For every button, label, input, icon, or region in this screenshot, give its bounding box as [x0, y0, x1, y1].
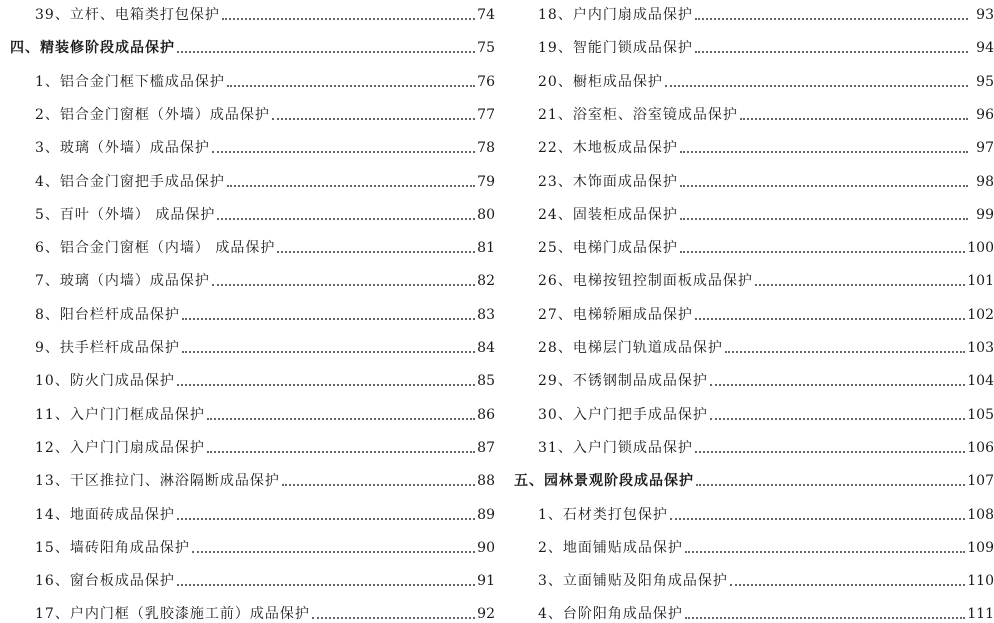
- toc-entry-title: 26、电梯按钮控制面板成品保护: [538, 273, 753, 290]
- toc-entry[interactable]: [0, 102, 495, 124]
- toc-entry-title: 3、玻璃（外墙）成品保护: [35, 140, 210, 157]
- dot-leader: [227, 75, 475, 87]
- toc-entry[interactable]: [0, 135, 495, 157]
- dot-leader: [680, 241, 965, 253]
- toc-page-number: 85: [477, 373, 495, 390]
- dot-leader: [282, 474, 475, 486]
- toc-entry[interactable]: [0, 2, 495, 24]
- toc-entry-title: 8、阳台栏杆成品保护: [35, 306, 180, 323]
- toc-right-column: [512, 0, 994, 623]
- dot-leader: [685, 607, 965, 619]
- toc-page-number: 78: [477, 140, 495, 157]
- toc-page-number: 89: [477, 506, 495, 523]
- dot-leader: [680, 175, 968, 187]
- dot-leader: [217, 208, 475, 220]
- dot-leader: [670, 508, 965, 520]
- toc-page-number: 102: [967, 306, 994, 323]
- toc-page-number: 96: [976, 106, 994, 123]
- toc-page-number: 76: [477, 73, 495, 90]
- toc-page-number: 108: [967, 506, 994, 523]
- dot-leader: [740, 108, 968, 120]
- toc-entry-title: 四、精装修阶段成品保护: [10, 40, 175, 57]
- toc-entry[interactable]: [0, 468, 495, 490]
- toc-entry[interactable]: [512, 135, 994, 157]
- toc-page-number: 95: [976, 73, 994, 90]
- dot-leader: [222, 8, 475, 20]
- dot-leader: [725, 341, 965, 353]
- toc-page-number: 77: [477, 106, 495, 123]
- toc-section-heading[interactable]: [0, 35, 495, 57]
- toc-page-number: 98: [976, 173, 994, 190]
- toc-entry-title: 4、台阶阳角成品保护: [538, 606, 683, 623]
- toc-entry[interactable]: [0, 69, 495, 91]
- dot-leader: [207, 441, 475, 453]
- toc-page-number: 82: [477, 273, 495, 290]
- dot-leader: [755, 274, 965, 286]
- toc-page-number: 81: [477, 240, 495, 257]
- toc-entry[interactable]: [512, 535, 994, 557]
- toc-entry-title: 23、木饰面成品保护: [538, 173, 678, 190]
- dot-leader: [177, 374, 475, 386]
- toc-page-number: 91: [477, 573, 495, 590]
- toc-entry[interactable]: [0, 568, 495, 590]
- toc-page-number: 110: [967, 573, 994, 590]
- dot-leader: [182, 341, 475, 353]
- dot-leader: [212, 141, 475, 153]
- toc-page-number: 100: [967, 240, 994, 257]
- toc-entry-title: 4、铝合金门窗把手成品保护: [35, 173, 225, 190]
- toc-entry-title: 5、百叶（外墙） 成品保护: [35, 206, 216, 223]
- dot-leader: [177, 41, 475, 53]
- dot-leader: [212, 274, 475, 286]
- toc-entry-title: 12、入户门门扇成品保护: [35, 439, 205, 456]
- dot-leader: [182, 308, 475, 320]
- toc-entry-title: 7、玻璃（内墙）成品保护: [35, 273, 210, 290]
- toc-page-number: 97: [976, 140, 994, 157]
- toc-entry-title: 16、窗台板成品保护: [35, 573, 175, 590]
- dot-leader: [227, 175, 475, 187]
- dot-leader: [695, 8, 968, 20]
- dot-leader: [272, 108, 475, 120]
- dot-leader: [312, 607, 475, 619]
- dot-leader: [695, 441, 965, 453]
- toc-entry[interactable]: [512, 335, 994, 357]
- toc-entry[interactable]: [512, 368, 994, 390]
- toc-entry[interactable]: [512, 568, 994, 590]
- toc-entry-title: 6、铝合金门窗框（内墙） 成品保护: [35, 240, 276, 257]
- toc-entry[interactable]: [0, 601, 495, 623]
- toc-page-number: 74: [477, 7, 495, 23]
- toc-entry[interactable]: [512, 202, 994, 224]
- toc-page-number: 107: [967, 473, 994, 490]
- toc-page-number: 103: [967, 340, 994, 356]
- toc-page-number: 83: [477, 306, 495, 323]
- toc-entry[interactable]: [0, 169, 495, 191]
- toc-entry-title: 39、立杆、电箱类打包保护: [35, 7, 220, 23]
- toc-entry[interactable]: [512, 601, 994, 623]
- dot-leader: [680, 208, 968, 220]
- toc-page-number: 106: [967, 439, 994, 456]
- toc-entry-title: 30、入户门把手成品保护: [538, 406, 708, 423]
- dot-leader: [177, 574, 475, 586]
- toc-entry[interactable]: [512, 35, 994, 57]
- toc-entry-title: 15、墙砖阳角成品保护: [35, 539, 190, 556]
- toc-page-number: 75: [477, 40, 495, 57]
- toc-entry-title: 11、入户门门框成品保护: [35, 406, 205, 423]
- toc-entry-title: 14、地面砖成品保护: [35, 506, 175, 523]
- toc-entry-title: 24、固装柜成品保护: [538, 206, 678, 223]
- dot-leader: [710, 374, 965, 386]
- toc-page-number: 99: [976, 206, 994, 223]
- toc-entry[interactable]: [512, 302, 994, 324]
- toc-page-number: 84: [477, 340, 495, 356]
- dot-leader: [277, 241, 475, 253]
- toc-entry-title: 18、户内门扇成品保护: [538, 7, 693, 23]
- toc-entry-title: 31、入户门锁成品保护: [538, 439, 693, 456]
- toc-entry-title: 21、浴室柜、浴室镜成品保护: [538, 106, 738, 123]
- toc-entry-title: 20、橱柜成品保护: [538, 73, 663, 90]
- toc-page-number: 88: [477, 473, 495, 490]
- toc-page-number: 93: [976, 7, 994, 23]
- toc-entry[interactable]: [0, 302, 495, 324]
- dot-leader: [177, 508, 475, 520]
- toc-entry-title: 17、户内门框（乳胶漆施工前）成品保护: [35, 606, 310, 623]
- toc-entry[interactable]: [0, 402, 495, 424]
- dot-leader: [665, 75, 968, 87]
- toc-page-number: 104: [967, 373, 994, 390]
- toc-entry-title: 2、地面铺贴成品保护: [538, 539, 683, 556]
- toc-entry[interactable]: [512, 235, 994, 257]
- toc-entry[interactable]: [512, 2, 994, 24]
- toc-entry[interactable]: [0, 235, 495, 257]
- toc-entry-title: 22、木地板成品保护: [538, 140, 678, 157]
- toc-page-number: 92: [477, 606, 495, 623]
- toc-entry-title: 9、扶手栏杆成品保护: [35, 340, 180, 356]
- toc-entry-title: 1、铝合金门框下槛成品保护: [35, 73, 225, 90]
- toc-entry-title: 29、不锈钢制品成品保护: [538, 373, 708, 390]
- toc-entry[interactable]: [512, 435, 994, 457]
- toc-entry-title: 13、干区推拉门、淋浴隔断成品保护: [35, 473, 280, 490]
- toc-entry[interactable]: [0, 335, 495, 357]
- toc-page-number: 86: [477, 406, 495, 423]
- toc-entry-title: 2、铝合金门窗框（外墙）成品保护: [35, 106, 270, 123]
- toc-entry[interactable]: [512, 402, 994, 424]
- toc-page-number: 80: [477, 206, 495, 223]
- dot-leader: [685, 541, 965, 553]
- dot-leader: [207, 408, 475, 420]
- dot-leader: [695, 41, 968, 53]
- dot-leader: [730, 574, 965, 586]
- toc-page-number: 105: [967, 406, 994, 423]
- toc-entry-title: 19、智能门锁成品保护: [538, 40, 693, 57]
- toc-entry[interactable]: [512, 169, 994, 191]
- toc-entry[interactable]: [512, 102, 994, 124]
- toc-entry-title: 10、防火门成品保护: [35, 373, 175, 390]
- toc-entry[interactable]: [0, 368, 495, 390]
- toc-entry[interactable]: [0, 535, 495, 557]
- toc-entry[interactable]: [512, 268, 994, 290]
- toc-entry[interactable]: [0, 502, 495, 524]
- toc-entry-title: 3、立面铺贴及阳角成品保护: [538, 573, 728, 590]
- toc-entry[interactable]: [0, 268, 495, 290]
- toc-page-number: 111: [967, 606, 994, 623]
- toc-page-number: 101: [967, 273, 994, 290]
- dot-leader: [710, 408, 965, 420]
- toc-entry-title: 1、石材类打包保护: [538, 506, 668, 523]
- toc-entry[interactable]: [0, 435, 495, 457]
- toc-entry[interactable]: [0, 202, 495, 224]
- toc-left-column: [0, 0, 495, 623]
- toc-entry[interactable]: [512, 502, 994, 524]
- dot-leader: [680, 141, 968, 153]
- dot-leader: [695, 308, 965, 320]
- dot-leader: [192, 541, 475, 553]
- toc-entry-title: 五、园林景观阶段成品保护: [514, 473, 694, 490]
- toc-entry-title: 28、电梯层门轨道成品保护: [538, 340, 723, 356]
- toc-entry-title: 27、电梯轿厢成品保护: [538, 306, 693, 323]
- toc-entry-title: 25、电梯门成品保护: [538, 240, 678, 257]
- toc-page-number: 79: [477, 173, 495, 190]
- toc-page-number: 109: [967, 539, 994, 556]
- toc-page-number: 87: [477, 439, 495, 456]
- toc-entry[interactable]: [512, 69, 994, 91]
- toc-section-heading[interactable]: [512, 468, 994, 490]
- toc-page-number: 94: [976, 40, 994, 57]
- toc-page-number: 90: [477, 539, 495, 556]
- dot-leader: [696, 474, 965, 486]
